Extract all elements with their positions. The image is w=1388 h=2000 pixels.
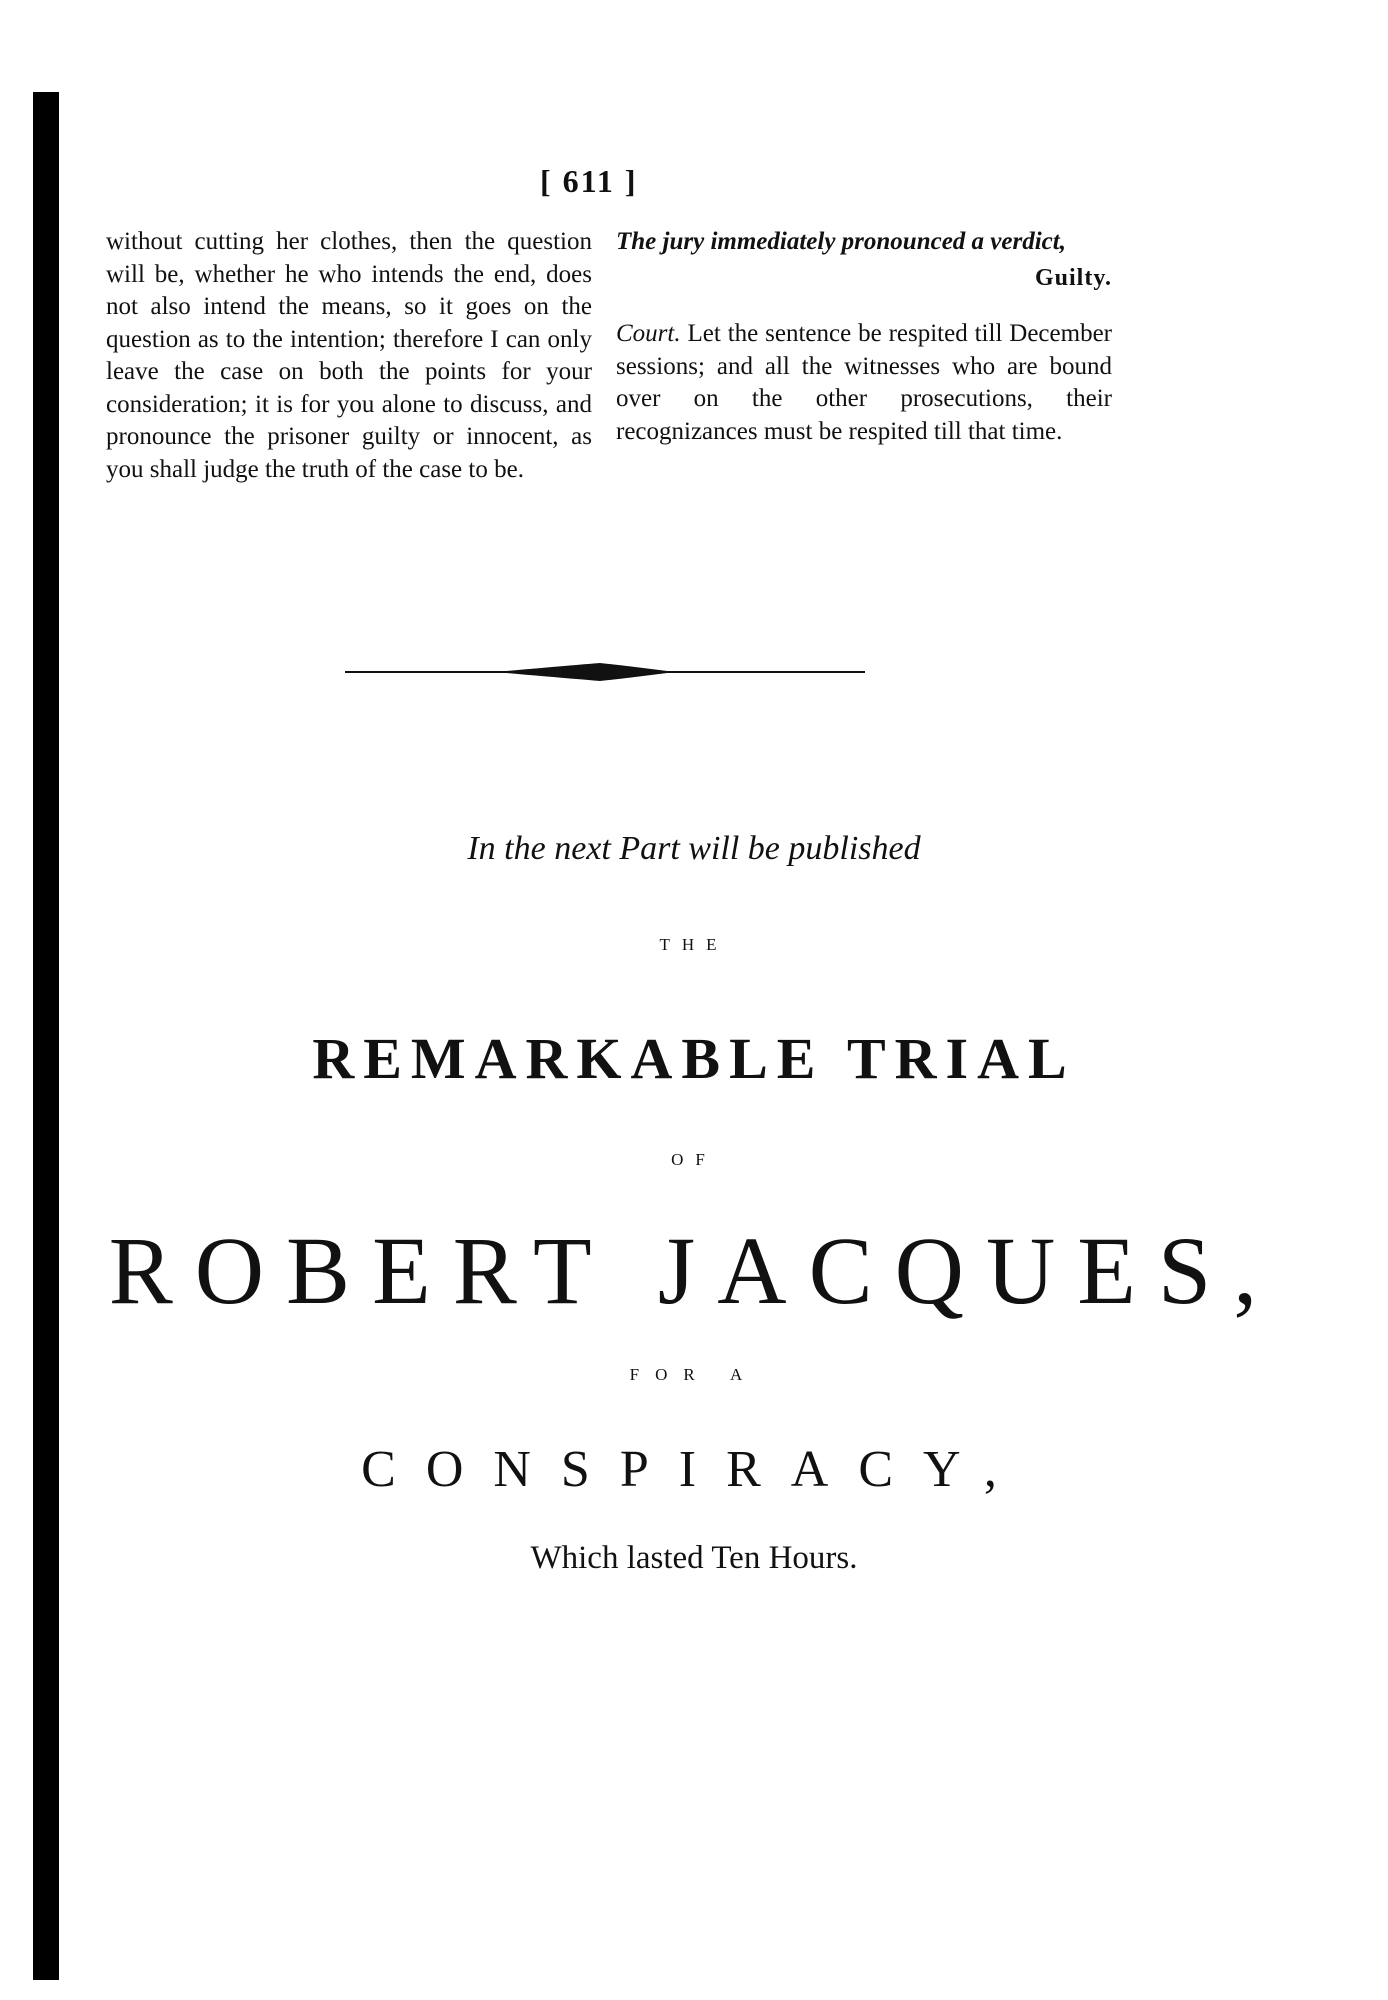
page-number: [ 611 ]: [540, 163, 638, 199]
trial-title: REMARKABLE TRIAL: [312, 1026, 1076, 1091]
ornamental-rule: [345, 657, 865, 687]
verdict-guilty: [616, 258, 1112, 298]
left-column-text: without cutting her clothes, then the question will be, whether he who intends the end, does not also intend the means, so it goes on the question as to the intention; therefore I can only leave the case on both the points for your consideration; it is for you alone to discuss, and pronounce the prisoner guilty or innocent, as you shall judge the truth of the case to be.: [106, 228, 592, 483]
announcement-of: OF: [671, 1150, 717, 1169]
court-speaker: Court.: [616, 320, 681, 347]
court-text: Let the sentence be respited till December sessions; and all the witnesses who are bound over on the other prosecutions, their recognizances must be respited till that time.: [616, 320, 1112, 445]
verdict-line: The jury immediately pronounced a verdict,: [616, 228, 1066, 255]
announcement-the: THE: [659, 935, 729, 954]
left-column: [106, 226, 592, 486]
announcement-intro: In the next Part will be published: [467, 830, 921, 867]
defendant-name: ROBERT JACQUES,: [108, 1217, 1280, 1324]
charge-title: CONSPIRACY,: [361, 1441, 1027, 1498]
trial-duration: Which lasted Ten Hours.: [530, 1540, 858, 1576]
verdict-guilty-text: Guilty.: [1034, 265, 1112, 291]
court-paragraph: [616, 318, 1112, 448]
announcement-for-a: FOR A: [629, 1365, 759, 1384]
right-column: [616, 226, 1112, 448]
